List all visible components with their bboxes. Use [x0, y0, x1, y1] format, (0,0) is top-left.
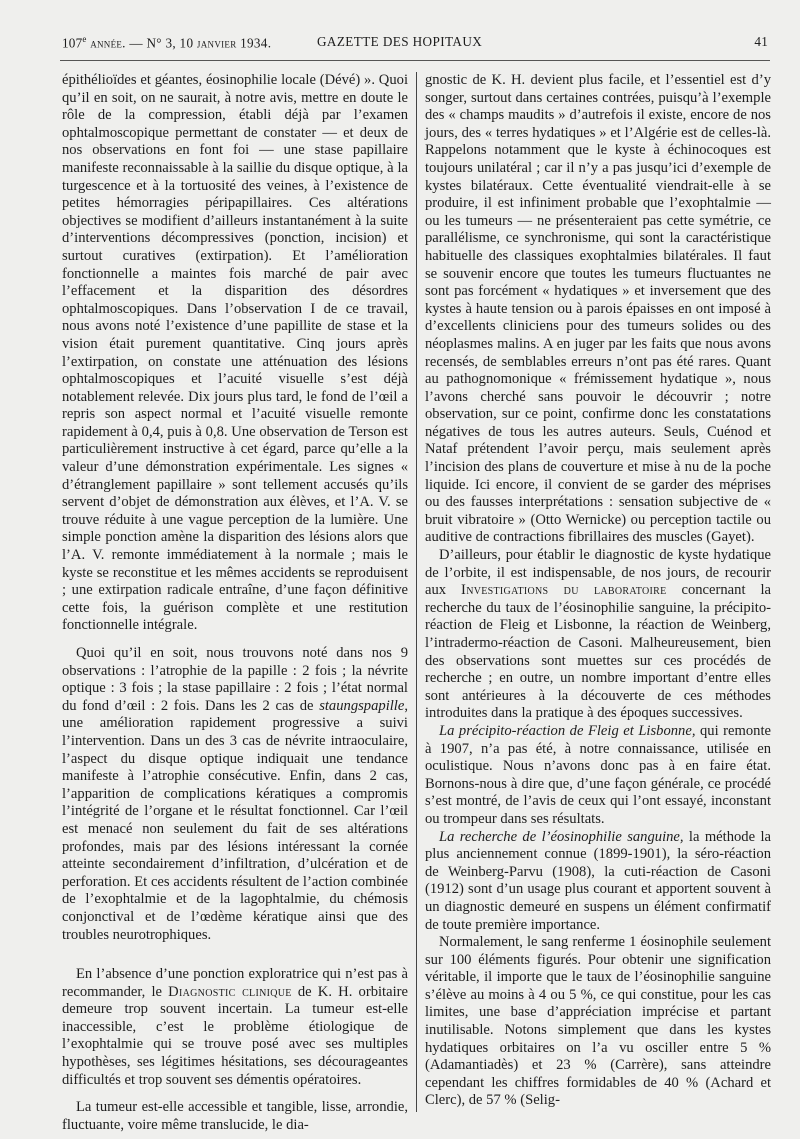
text-run: qui remonte à 1907, n’a pas été, à notre connaissance, utilisée en oculistique. Nous n’avons donc pas à en faire état. Bornons-nous à dire que, d’une façon générale, ce procédé s’est montré, de l’avis de ceux qui l’ont essayé, inconstant ou trompeur dans ses résultats.: [425, 722, 771, 827]
text-run: , une amélioration rapidement progressive a suivi l’intervention. Dans un des 3 cas de névrite intraoculaire, l’aspect du disque optique indiquait une tendance manifeste à l’atrophie consécutive. Enfin, dans 2 cas, l’apparition de complications kératiques a compromis l’intégrité de l’organe et le résultat fonctionnel. Car l’œil est menacé non seulement du fait de ses altérations profondes, mais par des lésions intéressant la cornée atteinte secondairement d’infiltration, d’ulcération et de perforation. Et ces accidents résultent de l’action combinée de l’exophtalmie et de la lagophtalmie, du chémosis conjonctival et de l’œdème kératique ainsi que des troubles neurotrophiques.: [62, 697, 408, 943]
paragraph: Normalement, le sang renferme 1 éosinophile seulement sur 100 éléments figurés. Pour obtenir une signification véritable, il importe que le taux de l’éosinophilie sanguine s’élève au moins à 4 ou 5 %, ce qui constitue, pour les cas limites, une base d’appréciation imprécise et partant inutilisable. Notons simplement que dans les kystes hydatiques orbitaires on l’a vu osciller entre 5 % (Adamantiadès) et 23 % (Carrère), sans atteindre cependant les chiffres formidables de 40 % (Achard et Clerc), de 57 % (Selig-: [425, 934, 771, 1109]
issue-number: 107: [62, 35, 83, 51]
text-run: concernant la recherche du taux de l’éosinophilie sanguine, la précipito-réaction de Fleig et Lisbonne, la réaction de Weinberg, l’intradermo-réaction de Casoni. Malheureusement, bien des observations sont muettes sur ces procédés de recherche ; en outre, un nombre important d’entre elles sont antérieures à la découverte de ces méthodes introduites dans la pratique à des époques successives.: [425, 582, 771, 722]
right-column: [425, 72, 771, 1110]
paragraph: gnostic de K. H. devient plus facile, et l’essentiel est d’y songer, surtout dans certaines contrées, puisqu’à l’exemple des « champs maudits » d’autrefois il existe, encore de nos jours, des « terres hydatiques » et l’Algérie est de celles-là. Rappelons notamment que le kyste à échinocoques est toujours unilatéral ; car il n’y a pas jusqu’ici d’exemple de kystes bilatéraux. Cette éventualité viendrait-elle à se produire, il est infiniment probable que l’exophtalmie — ou les tumeurs — ne présenteraient pas cette symétrie, ce parallélisme, ce synchronisme, qui sont la caractéristique habituelle des classiques exophtalmies bilatérales. Il faut se souvenir encore que toutes les tumeurs fluctuantes ne sont pas forcément « hydatiques » et inversement que des kystes à haute tension ou à parois épaisses en ont imposé à d’excellents cliniciens pour des tumeurs solides ou des néoplasmes malins. A en juger par les faits que nous avons recensés, de semblables erreurs n’ont pas été rares. Quant au pathognomonique « frémissement hydatique », nous l’avons cherché sans pouvoir le découvrir ; notre observation, sur ce point, confirme donc les constatations négatives de tous les autres auteurs. Seuls, Cuénod et Nataf prétendent l’avoir perçu, mais seulement après l’incision des plans de couverture et mise à nu de la poche liquide. Ici encore, il convient de se garder des méprises ou des fausses interprétations : sensation subjective de « bruit vibratoire » (Otto Wernicke) ou perception tactile ou auditive de contractions fibrillaires des muscles (Gayet).: [425, 72, 771, 546]
text-run: la méthode la plus anciennement connue (1899-1901), la séro-réaction de Weinberg-Parvu (1908), la cuti-réaction de Casoni (1912) sont d’un usage plus courant et apportent souvent à un diagnostic demeuré en suspens un élément confirmatif de toute première importance.: [425, 828, 771, 933]
running-head: [62, 34, 768, 56]
text-run: de K. H. orbitaire demeure trop souvent incertain. La tumeur est-elle inaccessible, c’est le problème étiologique de l’exophtalmie qui se trouve posé avec ses multiples hypothèses, ses légitimes hésitations, ses décourageantes difficultés et trop souvent ses démentis opératoires.: [62, 983, 408, 1088]
paragraph: épithélioïdes et géantes, éosinophilie locale (Dévé) ». Quoi qu’il en soit, on ne saurait, à notre avis, mettre en doute le rôle de la compression, établi déjà par l’examen ophtalmoscopique permettant de constater — et deux de nos observations en font foi — une stase papillaire manifeste reconnaissable à la saillie du disque optique, à la turgescence et à la tortuosité des veines, à l’existence de petites hémorragies péripapillaires. Ces altérations objectives se modifient d’ailleurs instantanément à la suite d’interventions décompressives (ponction, incision) et surtout curatives (extirpation). Et l’amélioration fonctionnelle a maintes fois marché de pair avec l’effacement et la disparition des désordres ophtalmoscopiques. Dans l’observation I de ce travail, nous avons noté l’existence d’une papillite de stase et la vision était purement quantitative. Cinq jours après l’extirpation, on constate une atténuation des lésions ophtalmoscopiques et l’acuité visuelle s’est déjà notablement relevée. Dix jours plus tard, le fond de l’œil a repris son aspect normal et l’acuité visuelle remonte rapidement à 0,4, puis à 0,8. Une observation de Terson est particulièrement instructive à cet égard, parce qu’elle a la valeur d’une démonstration expérimentale. Les signes « d’étranglement papillaire » sont tellement accusés qu’ils servent d’objet de démonstration aux élèves, et l’A. V. se trouve réduite à une vague perception de la lumière. Une simple ponction amène la disparition des lésions alors que l’A. V. remonte immédiatement à la normale ; mais le kyste se reconstitue et les mêmes accidents se reproduisent ; une extirpation radicale entraîne, d’une façon définitive cette fois, la guérison complète et une restitution fonctionnelle intégrale.: [62, 72, 408, 634]
paragraph: [425, 723, 771, 829]
paragraph: [425, 547, 771, 723]
paragraph: [62, 966, 408, 1089]
paragraph: [425, 829, 771, 935]
header-rule: [60, 60, 770, 61]
issue-info: [62, 34, 271, 51]
issue-superscript: e: [82, 34, 87, 44]
journal-title: GAZETTE DES HOPITAUX: [317, 34, 483, 49]
text-run: Quoi qu’il en soit, nous trouvons noté dans nos 9 observations : l’atrophie de la papille : 2 fois ; la névrite optique : 3 fois ; la stase papillaire : 2 fois ; l’état normal du fond d’œil : 2 fois. Dans les 2 cas de: [62, 645, 408, 714]
section-heading: Investigations du laboratoire: [461, 582, 667, 599]
text-run: D’ailleurs, pour établir le diagnostic de kyste hydatique de l’orbite, il est indispensable, de nos jours, de recourir aux: [425, 547, 771, 599]
paragraph: [62, 645, 408, 944]
issue-date: année. — N° 3, 10 janvier 1934.: [86, 35, 272, 51]
italic-heading: La précipito-réaction de Fleig et Lisbonne,: [439, 722, 696, 739]
left-column: [62, 72, 408, 1134]
paragraph: La tumeur est-elle accessible et tangible, lisse, arrondie, fluctuante, voire même translucide, le dia-: [62, 1099, 408, 1133]
italic-term: staungspapille: [319, 697, 405, 714]
text-run: En l’absence d’une ponction exploratrice qui n’est pas à recommander, le: [62, 966, 408, 1000]
page-number: 41: [754, 34, 768, 49]
column-divider: [416, 72, 417, 1112]
section-heading: Diagnostic clinique: [168, 983, 292, 1000]
italic-heading: La recherche de l’éosinophilie sanguine,: [439, 828, 684, 845]
